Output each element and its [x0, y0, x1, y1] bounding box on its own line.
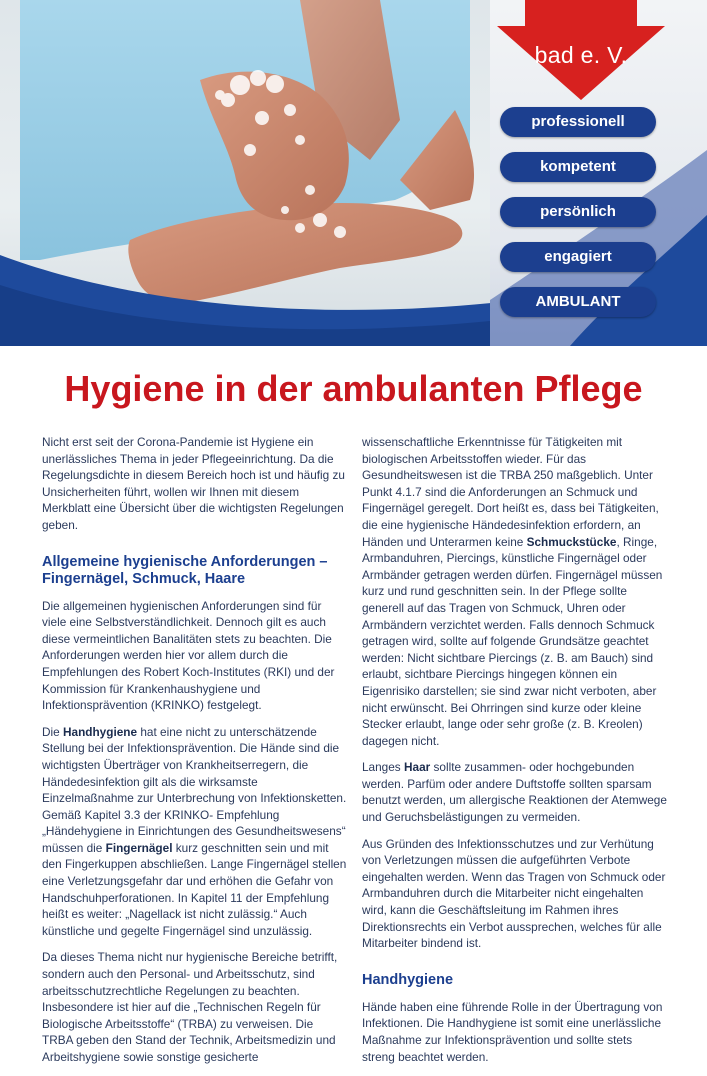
page-title: Hygiene in der ambulanten Pflege [64, 368, 643, 409]
text-run: , Ringe, Armbanduhren, Piercings, künstliche Fingernägel oder Armbänder getragen werden dürfen. Fingernägel müssen kurz und rund geschnitten sein. In der Pflege sollte generell auf das Tragen von Schmuck, Uhren oder Armbändern verzichtet werden. Falls dennoch Schmuck getragen wird, sollte auf folgende Grundsätze geachtet werden: Nicht sichtbare Piercings (z. B. am Bauch) sind erlaubt, sichtbare Piercings hingegen können ein Eigenrisiko darstellen; sie sind zwar nicht verboten, aber nicht erwünscht. Bei Ohrringen sind kurze oder kleine Stecker erlaubt, lange oder sehr große (z. B. Kreolen) dagegen nicht. [362, 534, 663, 748]
emphasis-schmuckstuecke: Schmuckstücke [526, 534, 617, 549]
text-run: Die [42, 724, 63, 739]
hair-paragraph [362, 759, 667, 825]
pill-kompetent: kompetent [500, 152, 656, 182]
hand-hygiene-paragraph [42, 724, 347, 940]
emphasis-fingernaegel: Fingernägel [105, 840, 173, 855]
text-run: wissenschaftliche Erkenntnisse für Tätigkeiten mit biologischen Arbeitsstoffen wieder. Für das Gesundheitswesen ist die TRBA 250 maßgeblich. Unter Punkt 4.1.7 sind die Anforderungen an Schmuck und Fingernägel geregelt. Dort heißt es, dass bei Tätigkeiten, die eine hygienische Händedesinfektion erfordern, an Händen und Unterarmen keine [362, 435, 659, 549]
right-column [362, 434, 667, 1075]
trba-paragraph: Da dieses Thema nicht nur hygienische Bereiche betrifft, sondern auch den Personal- und Arbeitsschutz, sind arbeitsschutzrechtliche Regelungen zu beachten. Insbesondere ist hier auf die „Technischen Regeln für Biologische Arbeitsstoffe“ (TRBA) zu verweisen. Die TRBA geben den Stand der Technik, Arbeitsmedizin und Arbeitshygiene sowie sonstige gesicherte [42, 950, 338, 1064]
section-heading-handhygiene: Handhygiene [362, 971, 454, 988]
text-run: kurz geschnitten sein und mit den Fingerkuppen abschließen. Lange Fingernägel stellen eine Verletzungsgefahr dar und erhöhen die Gefahr von Handschuhperforationen. In Kapitel 11 der Empfehlung heißt es weiter: „Nagellack ist nicht zulässig.“ Auch künstliche und gegelte Fingernägel sind unzulässig. [42, 840, 347, 938]
pill-persoenlich: persönlich [500, 197, 656, 227]
emphasis-haar: Haar [403, 760, 431, 775]
handhygiene-paragraph: Hände haben eine führende Rolle in der Übertragung von Infektionen. Die Handhygiene ist somit eine unerlässliche Maßnahme zur Infektionsprävention und sollte stets streng beachtet werden. [362, 999, 663, 1064]
intro-paragraph: Nicht erst seit der Corona-Pandemie ist Hygiene ein unerlässliches Thema in jeder Pflegeeinrichtung. Da die Regelungsdichte in diesem Bereich hoch ist und häufig zu Unsicherheiten führt, wollen wir Ihnen mit diesem Merkblatt eine Übersicht über die wichtigsten Regelungen geben. [42, 435, 345, 532]
left-column [42, 434, 347, 1076]
brand-name: bad e. V. [534, 42, 628, 68]
text-run: sollte zusammen- oder hochgebunden werden. Parfüm oder andere Duftstoffe sollten sparsam benutzt werden, um allergische Reaktionen der Atemwege und Geruchsbelästigungen zu vermeiden. [362, 760, 667, 825]
emphasis-handhygiene: Handhygiene [62, 724, 138, 739]
section-heading-general: Allgemeine hygienische Anforderungen – Fingernägel, Schmuck, Haare [42, 553, 328, 587]
pill-engagiert: engagiert [500, 242, 656, 272]
pill-professionell: professionell [500, 107, 656, 137]
jewelry-paragraph [362, 434, 667, 749]
general-paragraph: Die allgemeinen hygienischen Anforderungen sind für viele eine Selbstverständlichkeit. Dennoch gilt es auch diese vermeintlichen Banalitäten stets zu beachten. Die Anforderungen werden hier vor allem durch die Empfehlungen des Robert Koch-Institutes (RKI) und der Kommission für Krankenhaushygiene und Infektionsprävention (KRINKO) festgelegt. [42, 598, 335, 713]
pill-ambulant: AMBULANT [500, 287, 656, 317]
prohibition-paragraph: Aus Gründen des Infektionsschutzes und zur Verhütung von Verletzungen müssen die aufgeführten Verbote eingehalten werden. Wenn das Tragen von Schmuck oder Armbanduhren durch die Mitarbeiter nicht eingehalten wird, kann die Geschäftsleitung im Rahmen ihres Direktionsrechts ein Verbot aussprechen, welches für alle Mitarbeiter bindend ist. [362, 836, 666, 951]
hero-banner [0, 0, 707, 346]
text-run: Langes [362, 760, 404, 775]
text-run: hat eine nicht zu unterschätzende Stellung bei der Infektionsprävention. Die Hände sind die wichtigsten Überträger von Krankheitserregern, die Händedesinfektion gilt als die wirksamste Einzelmaßnahme zur Unterbrechung von Infektionsketten. Gemäß Kapitel 3.3 der KRINKO- Empfehlung „Händehygiene in Einrichtungen des Gesundheitswesens“ müssen die [42, 724, 347, 855]
